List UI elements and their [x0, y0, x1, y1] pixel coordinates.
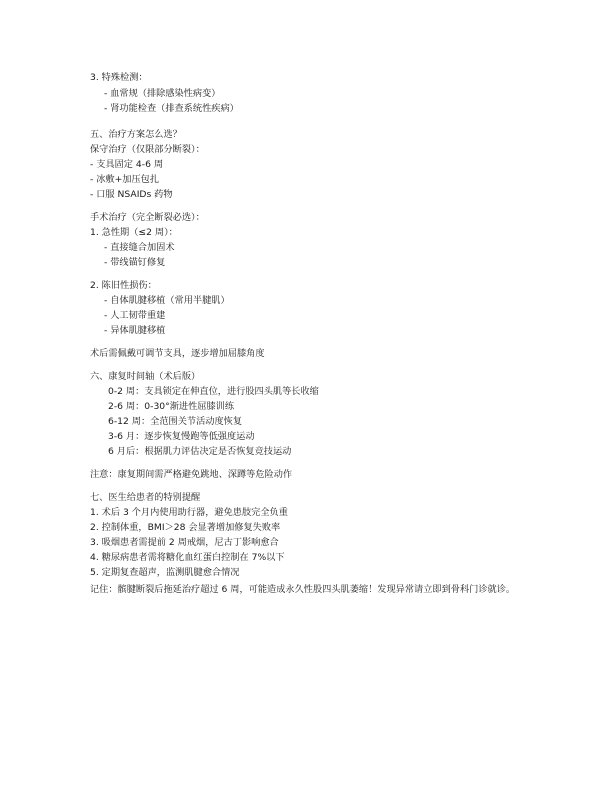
- list-item: - 异体肌腱移植: [104, 325, 166, 336]
- surgery-title: 手术治疗（完全断裂必选）：: [90, 212, 205, 223]
- timeline-item: 6-12 周：全范围关节活动度恢复: [108, 416, 243, 427]
- reminder-item: 3. 吸烟患者需提前 2 周戒烟，尼古丁影响愈合: [90, 537, 279, 548]
- timeline-item: 2-6 周：0-30°渐进性屈膝训练: [108, 401, 235, 412]
- conservative-title: 保守治疗（仅限部分断裂）：: [90, 144, 205, 155]
- list-item: - 肾功能检查（排查系统性疾病）: [104, 103, 239, 114]
- sec5-title: 五、治疗方案怎么选？: [90, 129, 182, 140]
- list-item: - 人工韧带重建: [104, 310, 166, 321]
- list-item: - 支具固定 4-6 周: [90, 159, 164, 170]
- reminder-item: 4. 糖尿病患者需将糖化血红蛋白控制在 7%以下: [90, 552, 285, 563]
- post-op-note: 术后需佩戴可调节支具，逐步增加屈膝角度: [90, 348, 265, 359]
- reminder-item: 5. 定期复查超声，监测肌腱愈合情况: [90, 567, 240, 578]
- list-item: - 带线锚钉修复: [104, 257, 166, 268]
- timeline-item: 0-2 周：支具锁定在伸直位，进行股四头肌等长收缩: [108, 386, 319, 397]
- reminder-item: 1. 术后 3 个月内使用助行器，避免患肢完全负重: [90, 507, 288, 518]
- footer-warning: 记住：髌腱断裂后拖延治疗超过 6 周，可能造成永久性股四头肌萎缩！发现异常请立即到骨科门诊就诊。: [90, 584, 516, 595]
- old-heading: 2. 陈旧性损伤：: [90, 280, 157, 291]
- acute-heading: 1. 急性期（≤2 周）：: [90, 227, 178, 238]
- sec6-title: 六、康复时间轴（术后版）: [90, 371, 201, 382]
- timeline-item: 3-6 月：逐步恢复慢跑等低强度运动: [108, 431, 255, 442]
- list-item: - 直接缝合加固术: [104, 242, 175, 253]
- reminder-item: 2. 控制体重，BMI＞28 会显著增加修复失败率: [90, 522, 281, 533]
- timeline-item: 6 月后：根据肌力评估决定是否恢复竞技运动: [108, 446, 292, 457]
- list-item: - 冰敷+加压包扎: [90, 174, 160, 185]
- list-item: - 自体肌腱移植（常用半腱肌）: [104, 295, 230, 306]
- sec3-heading: 3. 特殊检测：: [90, 72, 148, 83]
- list-item: - 血常规（排除感染性病变）: [104, 88, 221, 99]
- sec7-title: 七、医生给患者的特别提醒: [90, 492, 201, 503]
- list-item: - 口服 NSAIDs 药物: [90, 189, 173, 200]
- rehab-note: 注意：康复期间需严格避免跳地、深蹲等危险动作: [90, 469, 293, 480]
